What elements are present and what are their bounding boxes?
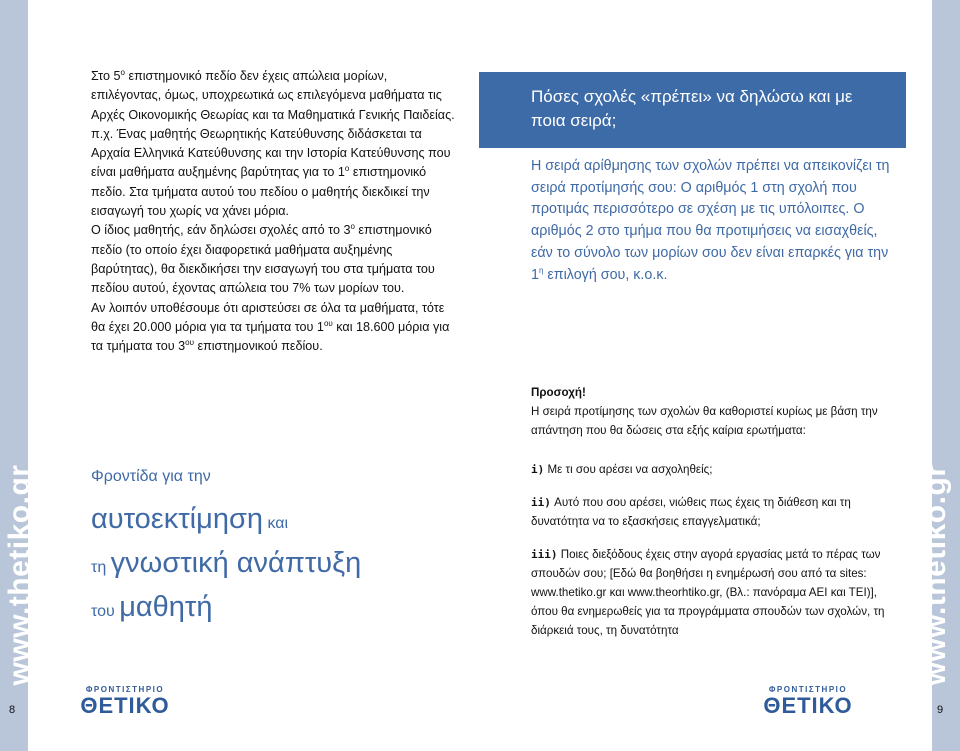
promo-line-4: του μαθητή [91, 591, 213, 623]
ordering-explanation: Η σειρά αρίθμησης των σχολών πρέπει να απεικονίζει τη σειρά προτίμησής σου: Ο αριθμός 1 στη σχολή που προτιμάς περισσότερο σε σχέση με τις υπόλοιπες. Ο αριθμός 2 στο τμήμα που θα προτιμήσεις να εισαχθείς, εάν το σύνολο των μορίων σου δεν είναι επαρκές για την $1^\eta$ επιλογή σου, κ.ο.κ. [531, 158, 890, 283]
page-number-right: 9 [937, 704, 944, 716]
thetiko-logo-left: ΦΡΟΝΤΙΣΤΗΡΙΟ ΘΕΤΙΚΟ [80, 685, 170, 718]
heading-banner [479, 72, 906, 148]
question-1: i) Με τι σου αρέσει να ασχοληθείς; [531, 463, 713, 476]
attention-label: Προσοχή! [531, 386, 586, 399]
attention-block [531, 383, 886, 640]
page-number-left: 8 [9, 704, 16, 716]
promo-line-2: αυτοεκτίμηση και [91, 503, 289, 535]
watermark-right: www.thetiko.gr [919, 464, 952, 686]
promo-slogan [91, 468, 421, 632]
promo-line-1: Φροντίδα για την [91, 468, 211, 485]
section-heading: Πόσες σχολές «πρέπει» να δηλώσω και με ποια σειρά; [531, 87, 853, 130]
paragraph-2: π.χ. Ένας μαθητής Θεωρητικής Κατεύθυνσης διδάσκεται τα Αρχαία Ελληνικά Κατεύθυνσης και την Ιστορία Κατεύθυνσης που είναι μαθήματα αυξημένης βαρύτητας για το $1^o$ επιστημονικό πεδίο. Στα τμήματα αυτού του πεδίου ο μαθητής διεκδικεί την εισαγωγή του χωρίς να χάνει μόρια. [91, 126, 451, 219]
question-3: iii) Ποιες διεξόδους έχεις στην αγορά εργασίας μετά το πέρας των σπουδών σου; [Εδώ θα βοηθήσει η ενημέρωσή σου από τα sites: www.thetiko.gr και www.theorhtiko.gr, (Βλ.: πανόραμα ΑΕΙ και ΤΕΙ)], όπου θα ενημερωθείς για τα προγράμματα σπουδών των σχολών, τη διάρκειά τους, τη δυνατότητα [531, 548, 885, 637]
paragraph-1: Στο $5^o$ επιστημονικό πεδίο δεν έχεις απώλεια μορίων, επιλέγοντας, όμως, υποχρεωτικά ως επιλεγόμενα μαθήματα τις Αρχές Οικονομικής Θεωρίας και τα Μαθηματικά Γενικής Παιδείας. [91, 67, 455, 122]
watermark-left: www.thetiko.gr [3, 464, 36, 686]
paragraph-4: Αν λοιπόν υποθέσουμε ότι αριστεύσει σε όλα τα μαθήματα, τότε θα έχει 20.000 μόρια για τα τμήματα του $1^{o\upsilon}$ και 18.600 μόρια για τα τμήματα του $3^{o\upsilon}$ επιστημονικού πεδίου. [91, 300, 450, 354]
promo-line-3: τη γνωστική ανάπτυξη [91, 547, 362, 579]
question-2: ii) Αυτό που σου αρέσει, νιώθεις πως έχεις τη διάθεση και τη δυνατότητα να το εξασκήσεις επαγγελματικά; [531, 496, 851, 528]
left-body-text [91, 67, 461, 356]
paragraph-3: Ο ίδιος μαθητής, εάν δηλώσει σχολές από το $3^o$ επιστημονικό πεδίο (το οποίο έχει διαφορετικά μαθήματα αυξημένης βαρύτητας), θα διεκδικήσει την εισαγωγή του στα τμήματα του πεδίου αυτού, έχοντας απώλεια του 7% των μορίων του. [91, 222, 435, 296]
thetiko-logo-right: ΦΡΟΝΤΙΣΤΗΡΙΟ ΘΕΤΙΚΟ [763, 685, 853, 718]
attention-text: Η σειρά προτίμησης των σχολών θα καθοριστεί κυρίως με βάση την απάντηση που θα δώσεις στα εξής καίρια ερωτήματα: [531, 405, 878, 437]
